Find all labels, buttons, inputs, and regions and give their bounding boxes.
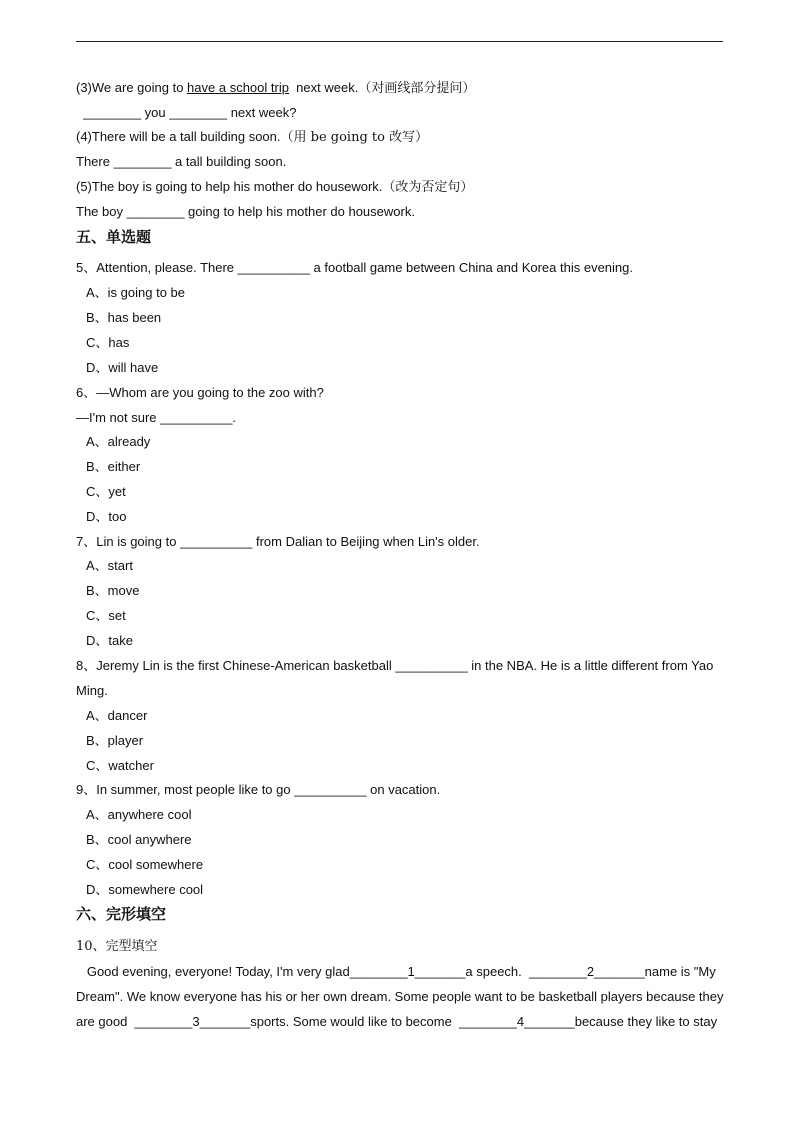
q5-answer-line: The boy ________ going to help his mother do housework. xyxy=(76,204,415,219)
mcq-6-option-a: A、already xyxy=(86,434,151,449)
mcq-7-option-a: A、start xyxy=(86,558,133,573)
mcq-7-option-d: D、take xyxy=(86,633,133,648)
mcq-7-option-c: C、set xyxy=(86,608,126,623)
mcq-7-option-b: B、move xyxy=(86,583,140,598)
mcq-8-option-b: B、player xyxy=(86,733,144,748)
q4-instruction: （用 be going to 改写） xyxy=(280,130,429,145)
section-title-cloze: 六、完形填空 xyxy=(76,905,167,923)
q3-prefix: (3)We are going to xyxy=(76,80,188,95)
mcq-5-option-d: D、will have xyxy=(86,360,159,375)
mcq-9-stem: 9、In summer, most people like to go __________ on vacation. xyxy=(76,782,441,797)
section-title-multiple-choice: 五、单选题 xyxy=(76,228,152,246)
q5-instruction: （改为否定句） xyxy=(382,180,474,195)
mcq-6-stem-reply: —I'm not sure __________. xyxy=(76,410,237,425)
mcq-8-option-a: A、dancer xyxy=(86,708,148,723)
mcq-9-option-d: D、somewhere cool xyxy=(86,882,204,897)
mcq-6-option-c: C、yet xyxy=(86,484,126,499)
q5-text: (5)The boy is going to help his mother do housework. xyxy=(76,179,383,194)
mcq-7-stem: 7、Lin is going to __________ from Dalian to Beijing when Lin's older. xyxy=(76,534,480,549)
cloze-passage-line-2: Dream". We know everyone has his or her own dream. Some people want to be basketball players because they xyxy=(76,989,724,1004)
mcq-5-option-a: A、is going to be xyxy=(86,285,186,300)
mcq-6-option-d: D、too xyxy=(86,509,127,524)
mcq-6-stem: 6、—Whom are you going to the zoo with? xyxy=(76,385,324,400)
mcq-8-stem-continued: Ming. xyxy=(76,683,108,698)
q3-answer-line: ________ you ________ next week? xyxy=(76,105,297,120)
q3-underlined-phrase: have a school trip xyxy=(187,80,289,95)
mcq-9-option-a: A、anywhere cool xyxy=(86,807,192,822)
q4-text: (4)There will be a tall building soon. xyxy=(76,129,281,144)
question-3 xyxy=(76,79,475,98)
mcq-9-option-b: B、cool anywhere xyxy=(86,832,192,847)
q3-suffix: next week. xyxy=(288,80,359,95)
question-5 xyxy=(76,178,473,197)
mcq-6-option-b: B、either xyxy=(86,459,141,474)
mcq-5-stem: 5、Attention, please. There __________ a football game between China and Korea this evening. xyxy=(76,260,633,275)
mcq-9-option-c: C、cool somewhere xyxy=(86,857,204,872)
question-4 xyxy=(76,128,428,147)
cloze-passage-line-1: Good evening, everyone! Today, I'm very glad________1_______a speech. ________2_______name is "My xyxy=(76,964,716,979)
mcq-5-option-c: C、has xyxy=(86,335,130,350)
mcq-8-option-c: C、watcher xyxy=(86,758,154,773)
q4-answer-line: There ________ a tall building soon. xyxy=(76,154,287,169)
cloze-label: 10、完型填空 xyxy=(76,939,158,954)
mcq-5-option-b: B、has been xyxy=(86,310,162,325)
q3-instruction: （对画线部分提问） xyxy=(358,81,476,96)
mcq-8-stem: 8、Jeremy Lin is the first Chinese-American basketball __________ in the NBA. He is a little different from Yao xyxy=(76,658,714,673)
cloze-passage-line-3: are good ________3_______sports. Some would like to become ________4_______because they like to stay xyxy=(76,1014,718,1029)
top-divider xyxy=(76,41,723,42)
